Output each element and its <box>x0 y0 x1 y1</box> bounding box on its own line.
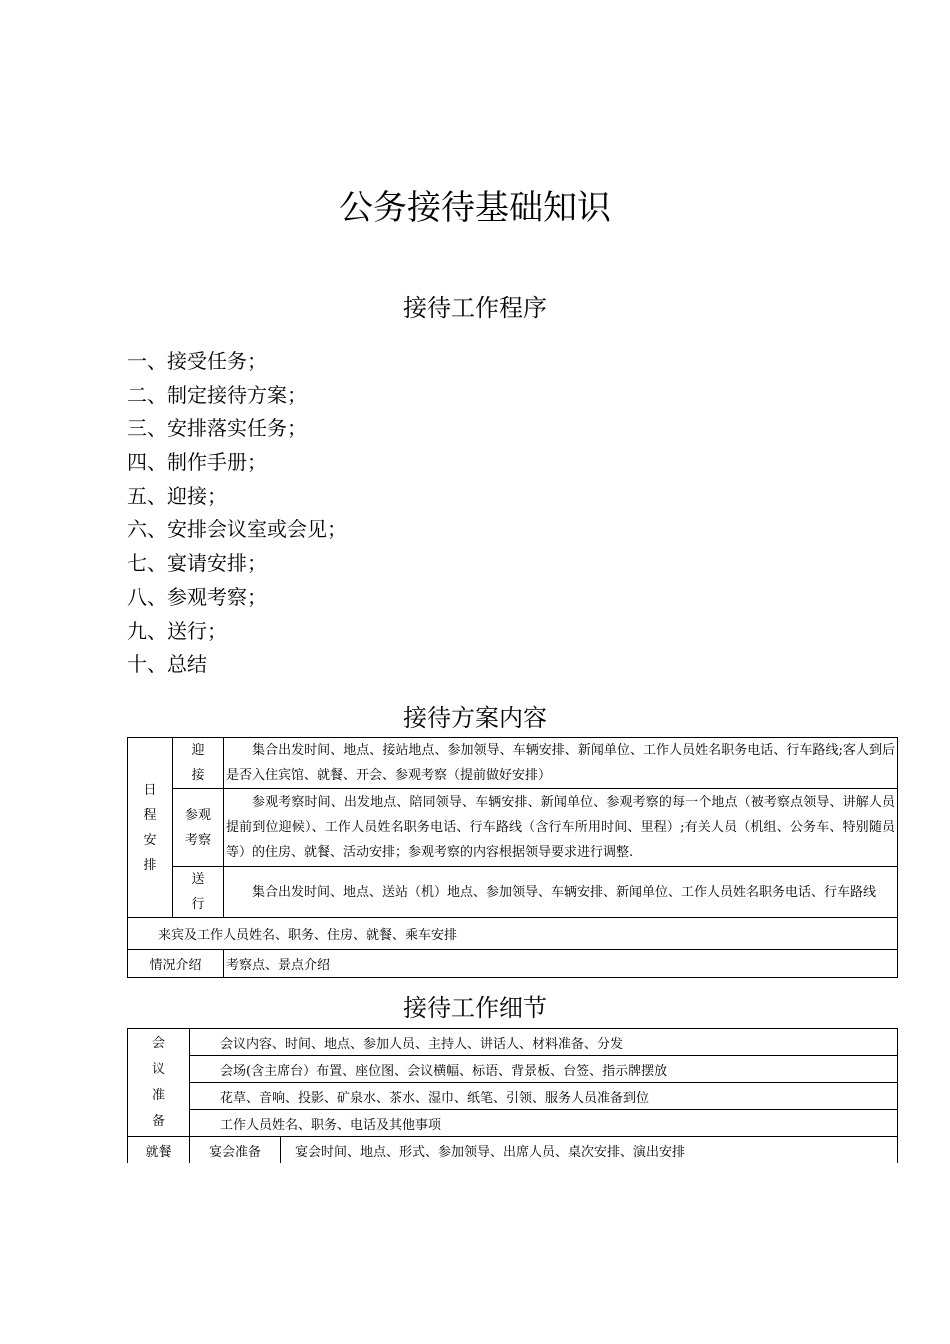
table-row <box>128 1056 898 1083</box>
procedure-list <box>127 345 347 682</box>
table-row <box>128 1029 898 1056</box>
list-item: 三、安排落实任务； <box>127 416 307 441</box>
guests-row: 来宾及工作人员姓名、职务、住房、就餐、乘车安排 <box>128 918 898 950</box>
dining-label: 就餐 <box>128 1137 190 1164</box>
row-label: 参观考察 <box>173 789 224 867</box>
list-item: 二、制定接待方案； <box>127 382 307 407</box>
plan-table <box>127 737 898 978</box>
list-item: 九、送行； <box>127 618 227 643</box>
table-row <box>128 789 898 867</box>
meeting-item: 会场(含主席台）布置、座位图、会议横幅、标语、背景板、台签、指示牌摆放 <box>190 1056 898 1083</box>
table-row <box>128 1110 898 1137</box>
meeting-item: 工作人员姓名、职务、电话及其他事项 <box>190 1110 898 1137</box>
meeting-item: 会议内容、时间、地点、参加人员、主持人、讲话人、材料准备、分发 <box>190 1029 898 1056</box>
details-table <box>127 1028 898 1163</box>
meeting-label: 会议准备 <box>128 1029 190 1137</box>
table-row <box>128 950 898 978</box>
list-item: 五、迎接； <box>127 483 227 508</box>
row-label: 迎接 <box>173 738 224 789</box>
list-item: 八、参观考察； <box>127 584 267 609</box>
plan-heading: 接待方案内容 <box>403 704 547 732</box>
schedule-label: 日程安排 <box>128 738 173 918</box>
row-text: 集合出发时间、地点、送站（机）地点、参加领导、车辆安排、新闻单位、工作人员姓名职务电话、行车路线 <box>224 867 898 918</box>
table-row <box>128 918 898 950</box>
table-row <box>128 1137 898 1164</box>
details-heading: 接待工作细节 <box>403 994 547 1022</box>
row-text: 集合出发时间、地点、接站地点、参加领导、车辆安排、新闻单位、工作人员姓名职务电话、行车路线;客人到后是否入住宾馆、就餐、开会、参观考察（提前做好安排） <box>224 738 898 789</box>
row-text: 参观考察时间、出发地点、陪同领导、车辆安排、新闻单位、参观考察的每一个地点（被考察点领导、讲解人员提前到位迎候）、工作人员姓名职务电话、行车路线（含行车所用时间、里程）;有关人员（机组、公务车、特别随员等）的住房、就餐、活动安排；参观考察的内容根据领导要求进行调整. <box>224 789 898 867</box>
banquet-text: 宴会时间、地点、形式、参加领导、出席人员、桌次安排、演出安排 <box>281 1137 898 1164</box>
procedure-heading: 接待工作程序 <box>403 294 547 322</box>
intro-text: 考察点、景点介绍 <box>224 950 898 978</box>
intro-label: 情况介绍 <box>128 950 224 978</box>
table-row <box>128 1083 898 1110</box>
list-item: 七、宴请安排； <box>127 551 267 576</box>
row-label: 送行 <box>173 867 224 918</box>
list-item: 十、总结 <box>127 652 207 677</box>
meeting-item: 花草、音响、投影、矿泉水、茶水、湿巾、纸笔、引领、服务人员准备到位 <box>190 1083 898 1110</box>
document-title: 公务接待基础知识 <box>339 188 611 228</box>
list-item: 六、安排会议室或会见； <box>127 517 347 542</box>
table-row <box>128 738 898 789</box>
list-item: 四、制作手册； <box>127 450 267 475</box>
banquet-label: 宴会准备 <box>190 1137 281 1164</box>
table-row <box>128 867 898 918</box>
list-item: 一、接受任务； <box>127 349 267 373</box>
